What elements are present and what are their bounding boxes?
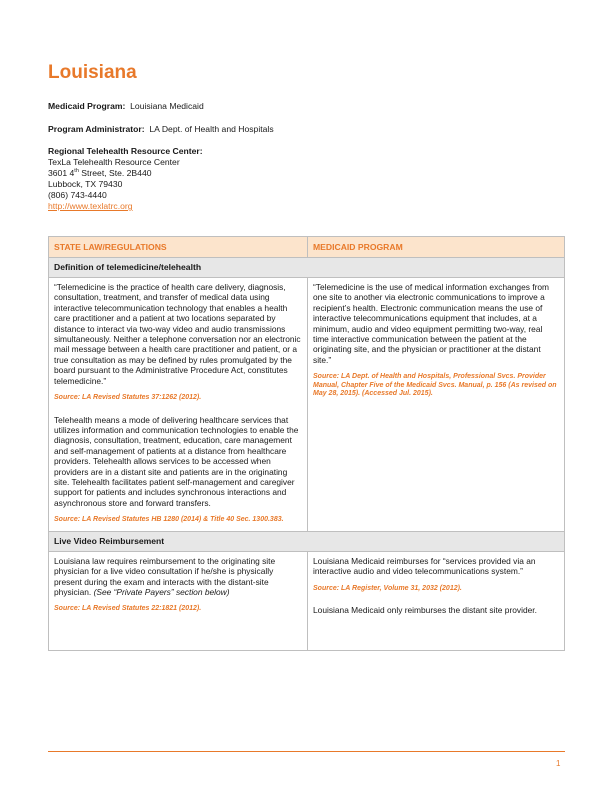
source-citation: Source: LA Dept. of Health and Hospitals, Professional Svcs. Provider Manual, Chapter Five of the Medicaid Svcs. Manual, p. 156 (As revised on May 28, 2015). (Accessed Jul. 2015).: [313, 373, 557, 398]
body-text: “Telemedicine is the practice of health care delivery, diagnosis, consultation, treatment, and transfer of medical data using interactive telecommunication technology that enables a health care practitioner and a patient at two locations separated by distance to interact via two-way video and audio transmissions simultaneously. Neither a telephone conversation nor an electronic mail message between a health care practitioner and patient, or a true consultation as may be defined by rules promulgated by the board pursuant to the Administrative Procedure Act, constitutes telemedicine.”: [54, 282, 301, 386]
body-text: [54, 556, 302, 598]
section-header-definition: [49, 258, 564, 278]
section-header-live-video: [49, 532, 564, 552]
rtrc-street-num: 3601 4: [48, 168, 75, 178]
source-citation: Source: LA Revised Statutes 22:1821 (2012).: [54, 605, 202, 613]
body-text: “Telemedicine is the use of medical information exchanges from one site to another via electronic communications to improve a recipient’s health. Electronic communication means the use of interactive telecommunications equipment that includes, at a minimum, audio and video equipment permitting two-way, real time interactive communication between the patient at the originating site, and the physician or practitioner at the distant site.”: [313, 282, 550, 365]
body-text: Telehealth means a mode of delivering healthcare services that utilizes information and communication technologies to enable the diagnosis, consultation, treatment, education, care management and self-management of patients at a distance from healthcare providers. Telehealth allows services to be accessed when providers are in a distant site and patients are in the originating site. Telehealth facilitates patient self-management and caregiver support for patients and includes synchronous interactions and asynchronous store and forward transfers.: [54, 414, 299, 508]
state-law-cell: [49, 552, 308, 650]
section-title: Definition of telemedicine/telehealth: [54, 262, 202, 272]
rtrc-name: TexLa Telehealth Resource Center: [48, 157, 180, 167]
medicaid-program-label: Medicaid Program:: [48, 101, 126, 111]
body-text: Louisiana Medicaid reimburses for “services provided via an interactive audio and video telecommunications system.”: [313, 555, 536, 577]
table-header-row: [49, 237, 564, 258]
col-header-state-law: STATE LAW/REGULATIONS: [49, 237, 308, 257]
policy-table: [48, 236, 565, 651]
body-text-main: Louisiana law requires reimbursement to the originating site physician for a live video consultation if he/she is physically present during the exam and interacts with the distant-site physician.: [54, 555, 276, 597]
col-header-medicaid: MEDICAID PROGRAM: [313, 242, 403, 252]
medicaid-cell: [308, 278, 564, 531]
program-admin-label: Program Administrator:: [48, 124, 145, 134]
source-citation: Source: LA Revised Statutes 37:1262 (2012).: [54, 394, 202, 402]
rtrc-block: [48, 146, 203, 212]
medicaid-program-line: [48, 101, 204, 112]
page-title: Louisiana: [48, 62, 137, 83]
program-admin-value: LA Dept. of Health and Hospitals: [149, 124, 274, 134]
medicaid-program-value: Louisiana Medicaid: [130, 101, 204, 111]
program-admin-line: [48, 124, 274, 135]
section-title: Live Video Reimbursement: [54, 535, 165, 546]
rtrc-street: [48, 168, 203, 179]
table-row: [49, 278, 564, 532]
rtrc-city: Lubbock, TX 79430: [48, 179, 123, 189]
rtrc-phone: (806) 743-4440: [48, 190, 107, 200]
rtrc-header: Regional Telehealth Resource Center:: [48, 146, 203, 156]
rtrc-url-link[interactable]: http://www.texlatrc.org: [48, 201, 133, 211]
source-citation: Source: LA Revised Statutes HB 1280 (2014) & Title 40 Sec. 1300.383.: [54, 516, 284, 524]
footer-divider: [48, 751, 565, 752]
rtrc-street-rest: Street, Ste. 2B440: [78, 168, 152, 178]
italic-note: (See “Private Payers” section below): [93, 586, 230, 597]
source-citation: Source: LA Register, Volume 31, 2032 (2012).: [313, 584, 462, 592]
body-text: Louisiana Medicaid only reimburses the distant site provider.: [313, 605, 537, 616]
rtrc-street-sup: th: [74, 168, 79, 175]
table-row: [49, 552, 564, 650]
page-number: 1: [556, 759, 561, 768]
medicaid-cell: [308, 552, 564, 650]
state-law-cell: [49, 278, 308, 531]
